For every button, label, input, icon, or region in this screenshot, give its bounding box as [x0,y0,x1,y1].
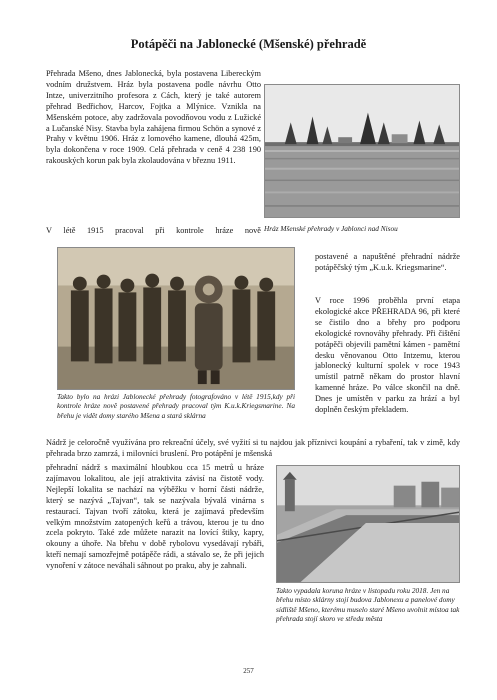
page-number: 257 [243,667,254,675]
dam-crown-2018-photo [276,465,460,583]
dam-crown-image [277,466,459,582]
dam-crown-caption: Takto vypadala koruna hráze v listopadu roku 2018. Jen na břehu místo sklárny stojí budova Jablonexu a panelové domy sídliště Mšeno, kterému muselo staré Mšeno uvolnit místoa tak přehrada stojí skoro ve středu města [276,586,460,624]
dam-photo-caption: Hráz Mšenské přehrady v Jablonci nad Nisou [264,224,398,233]
divers-group-image [58,248,294,389]
paragraph-recreation: Nádrž je celoročně využívána pro rekreační účely, své vyžití si tu najdou jak příznivci koupání a rybaření, tak v zimě, kdy přehrada brzo zamrzá, i milovníci bruslení. Pro potápění je mšenská [46,438,460,458]
paragraph-diving-locality: přehradní nádrž s maximální hloubkou cca 15 metrů u hráze zajímavou lokalitou, ale její atraktivita závisí na čistotě vody. Nejlepší lokalita se nachází na výběžku v horní části nádrže, který se nazývá „Tajvan“, tak se nazývala bývalá vinárna s restaurací. Tajvan tvoří zátoku, která je zajímavá především velkým množstvím zatopených keřů a trávou, kterou je tu dno zcela pokryto. Také zde můžete narazit na lovící štiky, kapry, okouny a úhoře. Na břehu v době rybolovu vysedávají rybáři, kteří nemají samozřejmě potápěče rádi, a stávalo se, že při jejich vynoření v zátoce neváhali sáhnout po praku, aby je zahnali. [46,463,264,571]
divers-photo-caption: Takto bylo na hrázi Jablonecké přehrady fotografováno v létě 1915,kdy při kontrole hráze nově postavené přehrady pracoval tým K.u.k.Kriegsmarine. Na břehu je vidět domy starého Mšena a stará sklárna [57,392,295,420]
page-title: Potápěči na Jablonecké (Mšenské) přehradě [130,37,367,51]
paragraph-1915-end: postavené a napuštěné přehradní nádrže potápěčský tým „K.u.k. Kriegsmarine“. [315,252,460,272]
paragraph-dam-history: Přehrada Mšeno, dnes Jablonecká, byla postavena Libereckým vodním družstvem. Hráz byla postavena podle návrhu Otto Intze, univerzitního profesora z Cách, který je také autorem přehrad Bedřichov, Harcov, Fojtka a Mlýnice. Vznikla na Mšenském potoce, aby zadržovala povodňovou vodu z Lužické a Lučanské Nisy. Stavba byla zahájena firmou Schön a synové z Prahy v květnu 1906. Hráz z lomového kamene, dlouhá 425m, byla dokončena v roce 1909. Celá přehrada v ceně 4 238 190 rakouských korun pak byla zkolaudována v březnu 1911. [46,69,261,166]
paragraph-1915-start: V létě 1915 pracoval při kontrole hráze nově [46,226,261,235]
dam-landscape-image [265,85,459,217]
dam-photo-historic [264,84,460,218]
paragraph-1996-cleanup: V roce 1996 proběhla první etapa ekologické akce PŘEHRADA 96, při které se čistilo dno a břehy pro podporu ekologické rovnováhy přehrady. Při čištění potápěči objevili pamětní kámen - pamětní desku věnovanou Otto Intzemu, kterou jablonecký kulturní spolek v roce 1943 umístil patrně někam do prostor hlavní kamenné hráze. Po válce skončil na dně. Dnes je umístěn v parku za hrází a byl doplněn českým překladem. [315,296,460,415]
divers-1915-photo [57,247,295,390]
